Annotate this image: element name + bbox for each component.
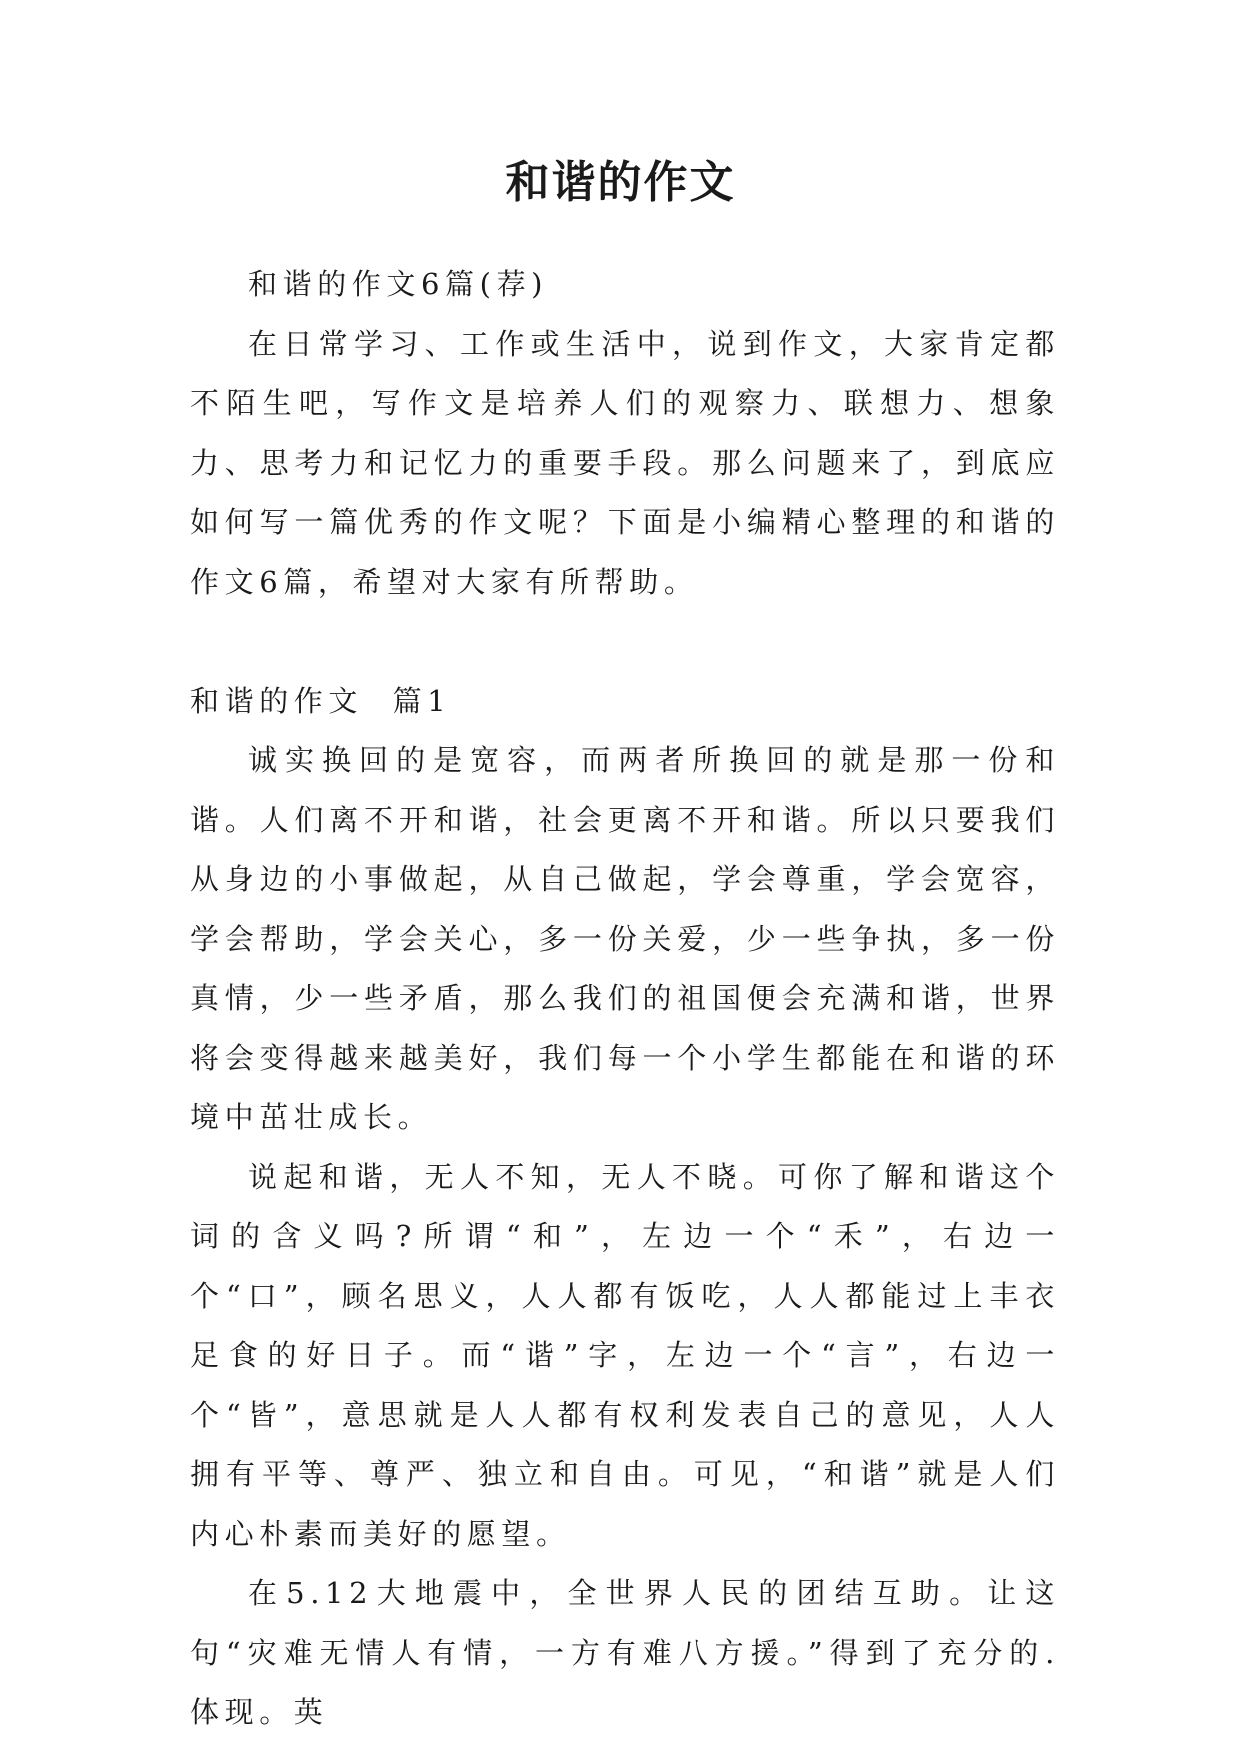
section-gap bbox=[190, 612, 1060, 672]
document-body bbox=[190, 255, 1060, 1743]
body-paragraph-1: 诚实换回的是宽容，而两者所换回的就是那一份和谐。人们离不开和谐，社会更离不开和谐。所以只要我们从身边的小事做起，从自己做起，学会尊重，学会宽容，学会帮助，学会关心，多一份关爱，少一些争执，多一份真情，少一些矛盾，那么我们的祖国便会充满和谐，世界将会变得越来越美好，我们每一个小学生都能在和谐的环境中茁壮成长。 bbox=[190, 743, 1060, 1134]
intro-paragraph: 在日常学习、工作或生活中，说到作文，大家肯定都不陌生吧，写作文是培养人们的观察力、联想力、想象力、思考力和记忆力的重要手段。那么问题来了，到底应如何写一篇优秀的作文呢？下面是小编精心整理的和谐的作文6篇，希望对大家有所帮助。 bbox=[190, 326, 1060, 599]
section-heading: 和谐的作文 篇1 bbox=[190, 683, 452, 718]
document-title: 和谐的作文 bbox=[505, 157, 736, 208]
body-paragraph-3: 在5.12大地震中，全世界人民的团结互助。让这句“灾难无情人有情，一方有难八方援。”得到了充分的.体现。英 bbox=[190, 1576, 1060, 1729]
document-subtitle: 和谐的作文6篇(荐) bbox=[248, 267, 549, 301]
body-paragraph-2: 说起和谐，无人不知，无人不晓。可你了解和谐这个词的含义吗?所谓“和”，左边一个“禾”，右边一个“口”，顾名思义，人人都有饭吃，人人都能过上丰衣足食的好日子。而“谐”字，左边一个“言”，右边一个“皆”，意思就是人人都有权利发表自己的意见，人人拥有平等、尊严、独立和自由。可见，“和谐”就是人们内心朴素而美好的愿望。 bbox=[190, 1159, 1060, 1551]
